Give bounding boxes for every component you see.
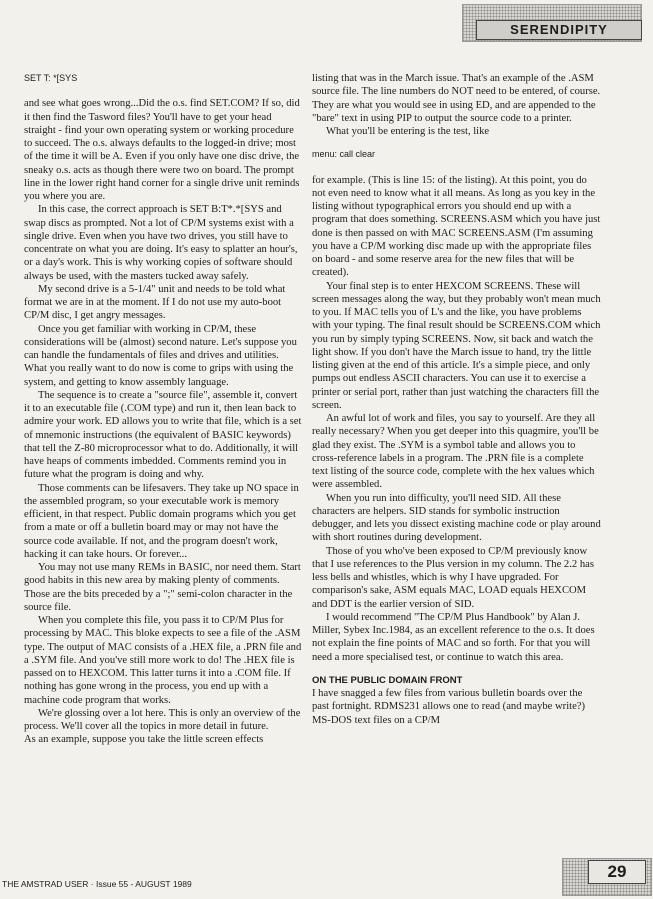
page-footer [0, 872, 653, 896]
paragraph: for example. (This is line 15: of the listing). At this point, you do not even need to know what it all means. As long as you key in the listing without typographical errors you should end up with a program that does something. SCREENS.ASM which you have just done is then passed on with MAC SCREENS.ASM (I'm assuming you have a CP/M working disc made up with the appropriate files on board - and some reserve area for the new files that will be created). [312, 174, 601, 279]
paragraph: As an example, suppose you take the little screen effects [24, 734, 264, 746]
code-line: menu: call clear [312, 149, 376, 160]
paragraph: listing that was in the March issue. That's an example of the .ASM source file. The line numbers do NOT need to be entered, of course. They are what you would see in using ED, and are appended to the "bare" text in using PIP to output the source code to a printer. [312, 73, 601, 124]
paragraph: When you run into difficulty, you'll need SID. All these characters are helpers. SID stands for symbolic instruction debugger, and lets you dissect existing machine code or play around with short routines during development. [312, 492, 601, 544]
paragraph: My second drive is a 5-1/4" unit and needs to be told what format we are in at the moment. If I do not use my auto-boot CP/M disc, I get angry messages. [24, 283, 286, 322]
footer-issue-line: THE AMSTRAD USER · Issue 55 - AUGUST 1989 [2, 879, 192, 889]
section-label: SERENDIPITY [476, 20, 642, 40]
paragraph: Once you get familiar with working in CP/M, these considerations will be (almost) second nature. Let's suppose you can handle the fundamentals of files and drives and utilities. What you really want to do now is come to grips with using the system, and getting to know assembly language. [24, 323, 297, 388]
paragraph: Those of you who've been exposed to CP/M previously know that I use references to the Plus version in my column. The 2.2 has less bells and whistles, which is why I have upgraded. For comparison's sake, ASM equals MAC, LOAD equals HEXCOM and DDT is the earlier version of SID. [312, 545, 594, 610]
paragraph: When you complete this file, you pass it to CP/M Plus for processing by MAC. This bloke expects to see a file of the .ASM type. The output of MAC consists of a .HEX file, a .PRN file and a .SYM file. And you've still more work to do! The .HEX file is passed on to HEXCOM. This latter turns it into a .COM file. If nothing has gone wrong in the process, you end up with a machine code program that works. [24, 615, 302, 706]
paragraph: You may not use many REMs in BASIC, nor need them. Start good habits in this new area by making plenty of comments. Those are the bits preceded by a ";" semi-colon character in the source file. [24, 562, 301, 613]
paragraph: An awful lot of work and files, you say to yourself. Are they all really necessary? When you get deeper into this quagmire, you'll be glad they exist. The .SYM is a symbol table and allows you to cross-reference labels in a program. The .PRN file is a complete text listing of the source code, complete with the hex values which were assembled. [312, 413, 599, 491]
section-subheading: ON THE PUBLIC DOMAIN FRONT [312, 674, 463, 686]
right-column [312, 72, 602, 727]
paragraph: Those comments can be lifesavers. They take up NO space in the assembled program, so your executable work is memory efficient, in that respect. Public domain programs which you get from a mate or off a bulletin board may or may not have the source code available. If not, and the program doesn't work, hacking it can take hours. Or forever... [24, 482, 299, 560]
page-number: 29 [588, 860, 646, 884]
left-column [24, 72, 302, 747]
paragraph: What you'll be entering is the test, like [326, 126, 490, 137]
paragraph: SET T: *[SYS [24, 73, 78, 83]
paragraph: In this case, the correct approach is SET B:T*.*[SYS and swap discs as prompted. Not a lot of CP/M systems exist with a single drive. Even when you have two drives, you still have to concentrate on what you are doing. It's easy to splatter an hour's, or a day's work. This is why working copies of software should always be used, with the masters tucked away safely. [24, 204, 298, 282]
paragraph: The sequence is to create a "source file", assemble it, convert it to an executable file (.COM type) and run it, then lean back to admire your work. ED allows you to write that file, which is a set of mnemonic instructions (the equivalent of BASIC keywords) that tell the Z-80 microprocessor what to do. Additionally, it will have heaps of comments imbedded. Comments remind you in future what the program is doing and why. [24, 389, 302, 481]
paragraph: I would recommend "The CP/M Plus Handbook" by Alan J. Miller, Sybex Inc.1984, as an excellent reference to the o.s. It does not explain the fine points of MAC and so forth. For that you will need a more specialised test, or continue to watch this area. [312, 611, 595, 663]
paragraph: Your final step is to enter HEXCOM SCREENS. These will screen messages along the way, but they probably won't mean much to you. If MAC tells you of L's and the like, you have problems with your typing. The final result should be SCREENS.COM which you run by simply typing SCREENS. Now, sit back and watch the light show. If you don't have the March issue to hand, try the little listing given at the end of this article. It's a simple piece, and only pumps out endless ASCII characters. You can use it to exercise a printer or serial port, rather than just watching the characters fill the screen. [312, 280, 601, 411]
paragraph: and see what goes wrong...Did the o.s. find SET.COM? If so, did it then find the Tasword files? You'll have to get your head straight - find your own operating system or working procedure to succeed. The o.s. always defaults to the logged-in drive; most of the time it will be A. Even if you only have one disc drive, the sneaky o.s. acts as though there were two on board. The prompt line in the lower right hand corner for a single drive unit reminds you where you are. [24, 98, 300, 202]
paragraph: We're glossing over a lot here. This is only an overview of the process. We'll cover all the topics in more detail in future. [24, 707, 301, 732]
paragraph: I have snagged a few files from various bulletin boards over the past fortnight. RDMS231 allows one to read (and maybe write?) MS-DOS text files on a CP/M [312, 688, 586, 726]
